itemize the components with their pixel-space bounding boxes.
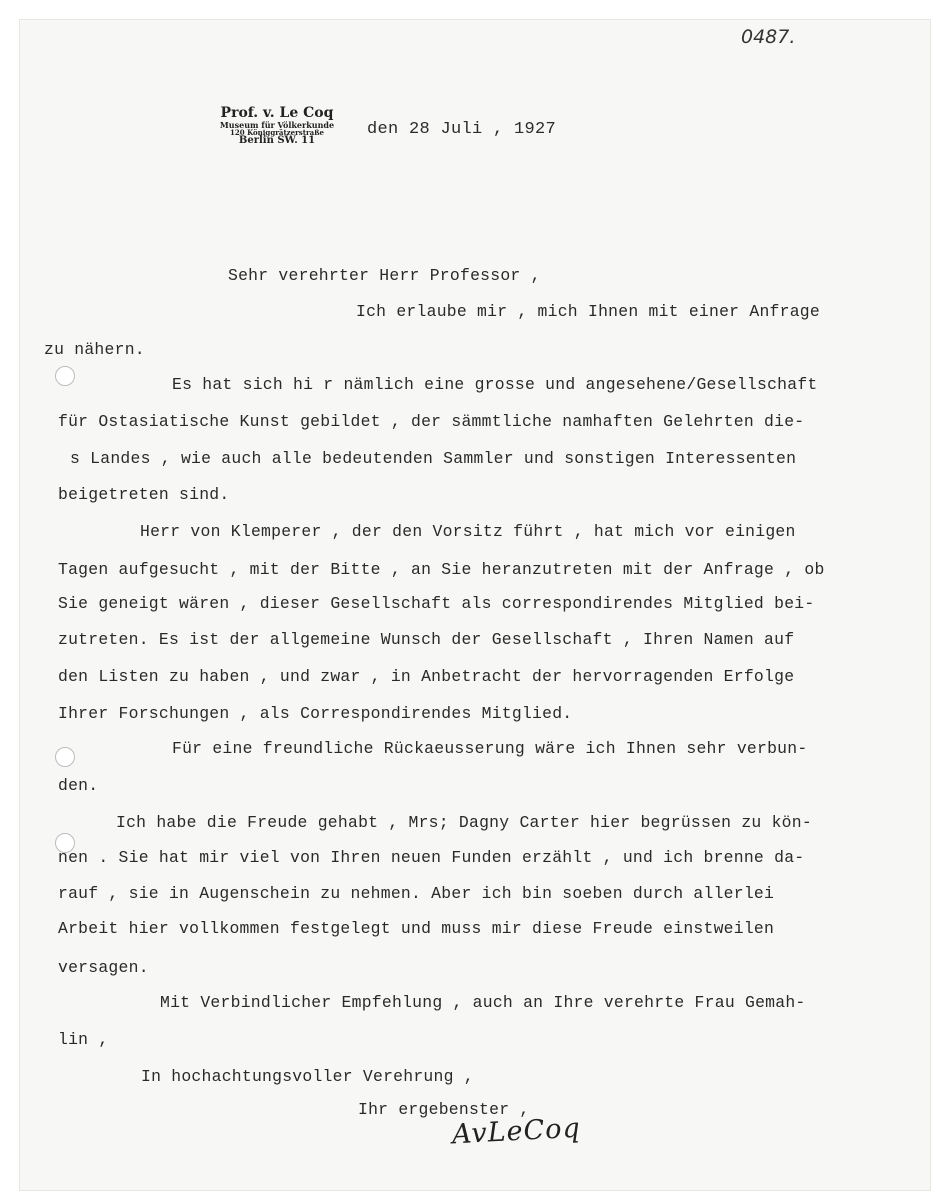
- body-line: s Landes , wie auch alle bedeutenden Sammler und sonstigen Interessenten: [70, 449, 797, 468]
- body-line: Ich erlaube mir , mich Ihnen mit einer Anfrage: [356, 302, 820, 321]
- body-line: beigetreten sind.: [58, 485, 230, 504]
- body-line: zu nähern.: [44, 340, 145, 359]
- body-line: rauf , sie in Augenschein zu nehmen. Aber ich bin soeben durch allerlei: [58, 884, 775, 903]
- punch-hole: [55, 366, 75, 386]
- body-line: für Ostasiatische Kunst gebildet , der sämmtliche namhaften Gelehrten die-: [58, 412, 805, 431]
- body-line: lin ,: [58, 1030, 109, 1049]
- body-line: Es hat sich hi r nämlich eine grosse und angesehene/Gesellschaft: [172, 375, 818, 394]
- body-line: zutreten. Es ist der allgemeine Wunsch der Gesellschaft , Ihren Namen auf: [58, 630, 795, 649]
- closing-line: Ihr ergebenster ,: [358, 1100, 530, 1119]
- body-line: Herr von Klemperer , der den Vorsitz führt , hat mich vor einigen: [140, 522, 796, 541]
- body-line: Ich habe die Freude gehabt , Mrs; Dagny Carter hier begrüssen zu kön-: [116, 813, 812, 832]
- body-line: Sie geneigt wären , dieser Gesellschaft als correspondirendes Mitglied bei-: [58, 594, 815, 613]
- letterhead-street: 120 Königgrätzerstraße: [230, 128, 324, 138]
- body-line: Tagen aufgesucht , mit der Bitte , an Sie heranzutreten mit der Anfrage , ob: [58, 560, 825, 579]
- letterhead-name: Prof. v. Le Coq: [220, 105, 334, 121]
- handwritten-signature: AvLeCoq: [451, 1112, 582, 1151]
- salutation: Sehr verehrter Herr Professor ,: [228, 266, 541, 285]
- body-line: den Listen zu haben , und zwar , in Anbetracht der hervorragenden Erfolge: [58, 667, 795, 686]
- closing-line: In hochachtungsvoller Verehrung ,: [141, 1067, 474, 1086]
- punch-hole: [55, 747, 75, 767]
- body-line: Arbeit hier vollkommen festgelegt und muss mir diese Freude einstweilen: [58, 919, 775, 938]
- body-line: Ihrer Forschungen , als Correspondirendes Mitglied.: [58, 704, 573, 723]
- archive-number: 0487.: [741, 26, 796, 48]
- body-line: nen . Sie hat mir viel von Ihren neuen Funden erzählt , und ich brenne da-: [58, 848, 805, 867]
- body-line: den.: [58, 776, 99, 795]
- letterhead-institution: Museum für Völkerkunde: [219, 119, 335, 130]
- body-line: versagen.: [58, 958, 149, 977]
- letterhead-stamp: [212, 106, 342, 147]
- body-line: Mit Verbindlicher Empfehlung , auch an Ihre verehrte Frau Gemah-: [160, 993, 806, 1012]
- letter-date: den 28 Juli , 1927: [367, 120, 557, 139]
- body-line: Für eine freundliche Rückaeusserung wäre ich Ihnen sehr verbun-: [172, 739, 808, 758]
- letterhead-city: Berlin SW. 11: [238, 135, 316, 147]
